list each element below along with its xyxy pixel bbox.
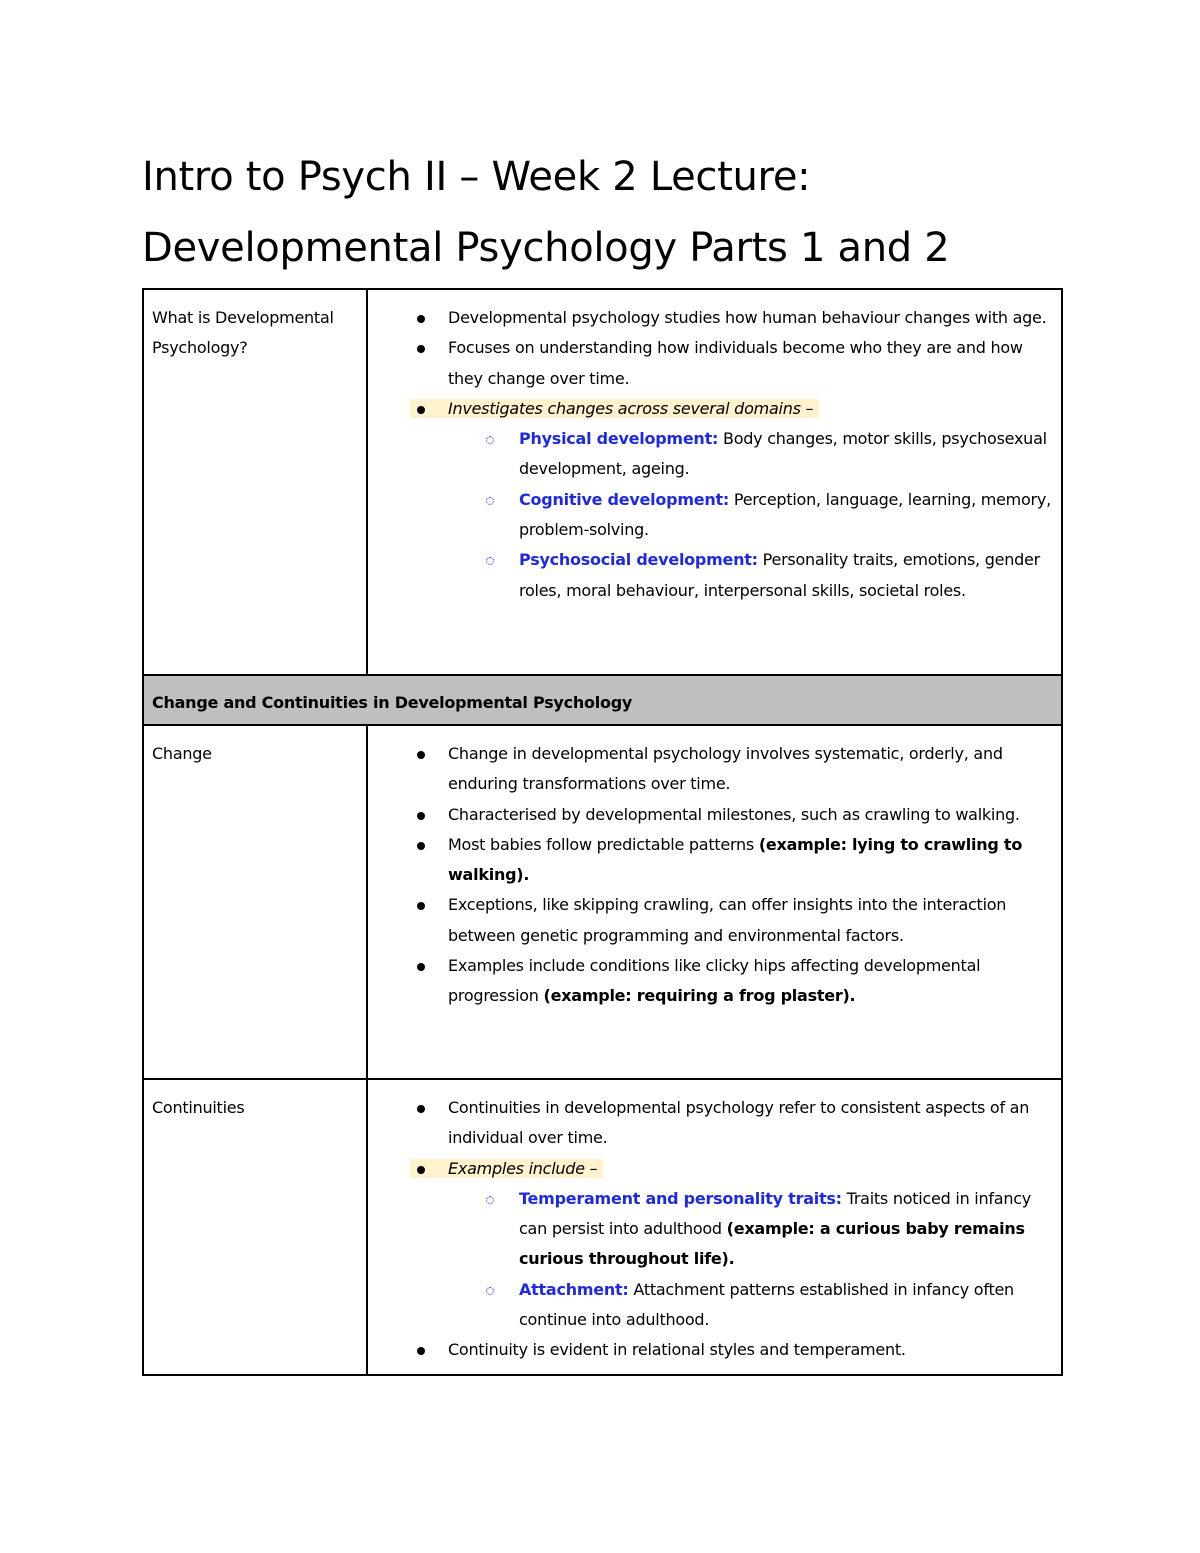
example-text: (example: lying to crawling to walking). (448, 834, 1023, 885)
sub-bullet-text: Personality traits, emotions, gender roles, moral behaviour, interpersonal skills, societal roles. (519, 550, 1040, 600)
list-item (448, 951, 1053, 1012)
list-item (519, 1184, 1053, 1275)
notes-table (142, 288, 1063, 1376)
sub-bullet-text: Perception, language, learning, memory, problem-solving. (519, 489, 1051, 540)
section-header: Change and Continuities in Developmental Psychology (143, 675, 1062, 725)
sub-bullet-text: Traits noticed in infancy can persist into adulthood (519, 1188, 1031, 1239)
topic-label: Continuities (152, 1098, 245, 1117)
list-item (448, 830, 1053, 891)
title-line-1: Intro to Psych II – Week 2 Lecture: (142, 154, 811, 200)
bullet-list (376, 1093, 1053, 1366)
topic-cell-what-is (143, 289, 367, 675)
highlighted-bullet-text: Investigates changes across several domains – (448, 399, 819, 418)
highlighted-bullet-text: Examples include – (448, 1159, 603, 1178)
list-item (519, 485, 1053, 546)
bullet-text: Characterised by developmental milestones, such as crawling to walking. (448, 804, 1020, 824)
list-item (448, 1154, 1053, 1336)
sub-bullet-text: Body changes, motor skills, psychosexual development, ageing. (519, 429, 1047, 479)
list-item (448, 890, 1053, 951)
term-label: Physical development: (519, 429, 719, 449)
list-item (519, 1275, 1053, 1336)
bullet-text: Exceptions, like skipping crawling, can offer insights into the interaction between genetic programming and environmental factors. (448, 895, 1007, 945)
list-item (448, 303, 1053, 333)
title-line-2: Developmental Psychology Parts 1 and 2 (142, 225, 950, 271)
table-row (143, 725, 1062, 1079)
bullet-text: Examples include conditions like clicky hips affecting developmental progression (448, 956, 981, 1006)
sub-bullet-list (448, 424, 1053, 606)
table-row (143, 1079, 1062, 1375)
topic-cell-change (143, 725, 367, 1079)
bullet-text: Continuities in developmental psychology refer to consistent aspects of an individual over time. (448, 1098, 1030, 1148)
topic-cell-continuities (143, 1079, 367, 1375)
list-item (448, 394, 1053, 606)
term-label: Cognitive development: (519, 489, 730, 509)
term-label: Temperament and personality traits: (519, 1188, 842, 1208)
list-item (448, 333, 1053, 394)
table-row (143, 289, 1062, 675)
notes-cell-change (367, 725, 1062, 1079)
sub-bullet-list (448, 1184, 1053, 1335)
list-item (448, 1093, 1053, 1154)
notes-cell-what-is (367, 289, 1062, 675)
example-text: (example: requiring a frog plaster). (543, 986, 856, 1006)
topic-label: What is Developmental Psychology? (152, 308, 334, 358)
page-title (142, 142, 1102, 284)
bullet-list (376, 739, 1053, 1012)
list-item (519, 424, 1053, 485)
list-item (448, 800, 1053, 830)
example-text: (example: a curious baby remains curious throughout life). (519, 1219, 1025, 1269)
bullet-text: Change in developmental psychology involves systematic, orderly, and enduring transformations over time. (448, 744, 1003, 794)
bullet-text: Continuity is evident in relational styles and temperament. (448, 1340, 906, 1360)
term-label: Attachment: (519, 1279, 629, 1299)
bullet-list (376, 303, 1053, 606)
list-item (448, 1335, 1053, 1365)
bullet-text: Most babies follow predictable patterns (448, 834, 759, 854)
term-label: Psychosocial development: (519, 550, 758, 570)
topic-label: Change (152, 744, 212, 763)
bullet-text: Focuses on understanding how individuals become who they are and how they change over time. (448, 338, 1023, 388)
list-item (519, 545, 1053, 606)
notes-cell-continuities (367, 1079, 1062, 1375)
list-item (448, 739, 1053, 800)
section-header-row (143, 675, 1062, 725)
bullet-text: Developmental psychology studies how human behaviour changes with age. (448, 308, 1047, 327)
sub-bullet-text: Attachment patterns established in infancy often continue into adulthood. (519, 1279, 1014, 1330)
